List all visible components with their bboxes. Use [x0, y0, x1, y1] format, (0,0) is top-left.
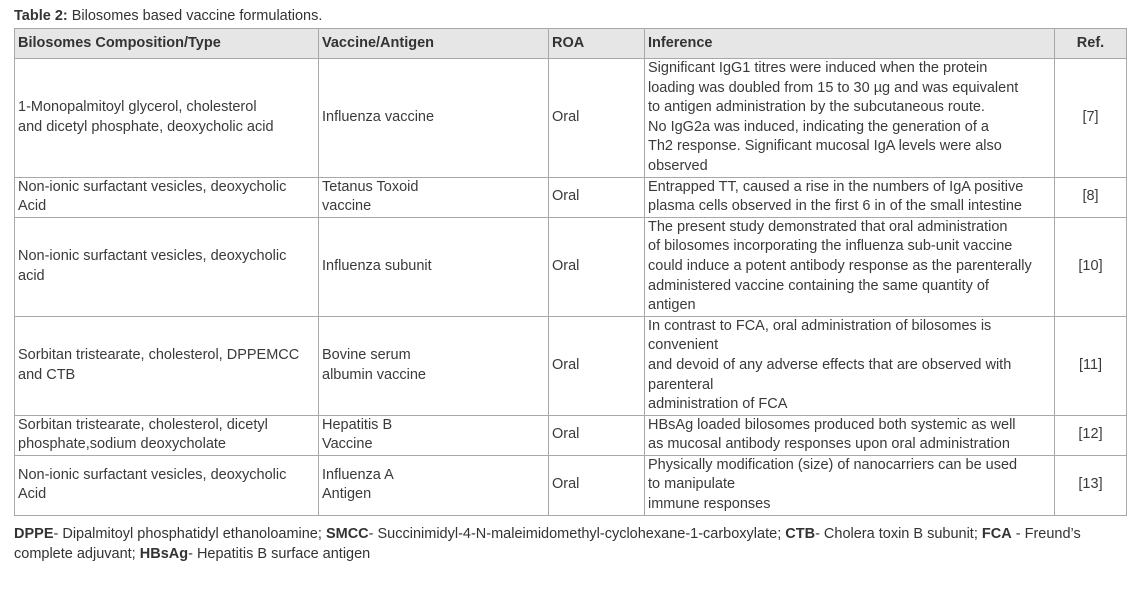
table-body — [15, 59, 1127, 516]
cell-vaccine-line: vaccine — [322, 198, 372, 215]
cell-inference-line: and devoid of any adverse effects that are observed with — [648, 356, 1012, 373]
table-row — [15, 59, 1127, 178]
cell-vaccine-line: Tetanus Toxoid — [322, 178, 419, 195]
header-inference: Inference — [645, 29, 1055, 59]
cell-composition — [15, 177, 319, 217]
footnote-abbr: FCA — [981, 525, 1012, 542]
cell-composition-line: Acid — [18, 198, 47, 215]
cell-ref: [13] — [1055, 455, 1127, 515]
cell-vaccine — [319, 316, 549, 415]
cell-ref: [8] — [1055, 177, 1127, 217]
table-caption — [14, 6, 1126, 28]
caption-text: Bilosomes based vaccine formulations. — [67, 8, 323, 24]
cell-composition-line: and dicetyl phosphate, deoxycholic acid — [18, 118, 274, 135]
cell-inference — [645, 59, 1055, 178]
cell-inference-line: could induce a potent antibody response as the parenterally — [648, 257, 1032, 274]
cell-composition-line: Acid — [18, 486, 47, 503]
vaccine-table — [14, 28, 1127, 516]
cell-composition-line: Sorbitan tristearate, cholesterol, dicetyl — [18, 416, 268, 433]
footnote-abbr: HBsAg — [139, 545, 189, 562]
cell-inference-line: loading was doubled from 15 to 30 µg and was equivalent — [648, 79, 1019, 96]
cell-inference — [645, 455, 1055, 515]
footnote-abbr: SMCC — [325, 525, 369, 542]
cell-inference-line: observed — [648, 157, 708, 174]
cell-inference-line: administered vaccine containing the same quantity of — [648, 277, 989, 294]
header-composition: Bilosomes Composition/Type — [15, 29, 319, 59]
footnote-definition: - Freund’s complete adjuvant; — [14, 525, 1081, 562]
cell-vaccine-line: Influenza vaccine — [322, 108, 435, 125]
cell-roa: Oral — [549, 316, 645, 415]
cell-vaccine — [319, 415, 549, 455]
cell-inference-line: administration of FCA — [648, 396, 788, 413]
cell-vaccine — [319, 455, 549, 515]
cell-vaccine-line: Antigen — [322, 486, 372, 503]
cell-inference-line: immune responses — [648, 496, 771, 513]
cell-vaccine-line: Vaccine — [322, 436, 373, 453]
cell-vaccine — [319, 217, 549, 316]
cell-composition-line: phosphate,sodium deoxycholate — [18, 436, 226, 453]
cell-composition-line: Non-ionic surfactant vesicles, deoxycholic — [18, 178, 287, 195]
table-row — [15, 217, 1127, 316]
cell-ref: [7] — [1055, 59, 1127, 178]
cell-composition-line: 1-Monopalmitoyl glycerol, cholesterol — [18, 99, 257, 116]
footnote-definition: - Dipalmitoyl phosphatidyl ethanoloamine; — [53, 525, 326, 542]
cell-vaccine — [319, 59, 549, 178]
cell-composition — [15, 316, 319, 415]
table-row — [15, 455, 1127, 515]
cell-inference — [645, 177, 1055, 217]
cell-composition-line: and CTB — [18, 366, 76, 383]
footnote-abbr: CTB — [785, 525, 816, 542]
footnote-definition: - Succinimidyl-4-N-maleimidomethyl-cyclohexane-1-carboxylate; — [368, 525, 786, 542]
cell-inference-line: parenteral — [648, 376, 714, 393]
cell-roa: Oral — [549, 217, 645, 316]
cell-vaccine-line: Bovine serum — [322, 347, 411, 364]
cell-inference-line: to manipulate — [648, 476, 736, 493]
cell-inference-line: Entrapped TT, caused a rise in the numbers of IgA positive — [648, 178, 1024, 195]
cell-vaccine-line: albumin vaccine — [322, 366, 426, 383]
cell-inference-line: convenient — [648, 337, 719, 354]
cell-inference — [645, 415, 1055, 455]
table-figure — [14, 6, 1126, 564]
header-roa: ROA — [549, 29, 645, 59]
cell-inference-line: In contrast to FCA, oral administration of bilosomes is — [648, 317, 992, 334]
header-row — [15, 29, 1127, 59]
cell-ref: [12] — [1055, 415, 1127, 455]
cell-inference-line: The present study demonstrated that oral administration — [648, 218, 1008, 235]
cell-inference — [645, 316, 1055, 415]
cell-inference-line: to antigen administration by the subcutaneous route. — [648, 99, 985, 116]
header-vaccine: Vaccine/Antigen — [319, 29, 549, 59]
footnote-abbr: DPPE — [14, 525, 54, 542]
caption-label: Table 2: — [14, 8, 68, 24]
cell-inference-line: Th2 response. Significant mucosal IgA levels were also — [648, 138, 1002, 155]
footnote-definition: - Hepatitis B surface antigen — [188, 545, 371, 562]
cell-inference — [645, 217, 1055, 316]
header-ref: Ref. — [1055, 29, 1127, 59]
cell-inference-line: HBsAg loaded bilosomes produced both systemic as well — [648, 416, 1016, 433]
cell-composition — [15, 455, 319, 515]
cell-vaccine-line: Influenza A — [322, 466, 394, 483]
cell-composition — [15, 59, 319, 178]
cell-composition-line: Non-ionic surfactant vesicles, deoxycholic — [18, 466, 287, 483]
cell-composition — [15, 217, 319, 316]
table-row — [15, 316, 1127, 415]
cell-roa: Oral — [549, 59, 645, 178]
cell-composition-line: acid — [18, 267, 45, 284]
cell-vaccine-line: Influenza subunit — [322, 257, 432, 274]
cell-inference-line: antigen — [648, 297, 696, 314]
cell-ref: [10] — [1055, 217, 1127, 316]
cell-composition-line: Non-ionic surfactant vesicles, deoxycholic — [18, 248, 287, 265]
cell-inference-line: plasma cells observed in the first 6 in of the small intestine — [648, 198, 1022, 215]
table-footnote — [14, 524, 1126, 564]
cell-inference-line: Physically modification (size) of nanocarriers can be used — [648, 456, 1018, 473]
cell-roa: Oral — [549, 177, 645, 217]
cell-vaccine-line: Hepatitis B — [322, 416, 393, 433]
table-row — [15, 177, 1127, 217]
table-row — [15, 415, 1127, 455]
cell-composition — [15, 415, 319, 455]
cell-inference-line: of bilosomes incorporating the influenza sub-unit vaccine — [648, 238, 1013, 255]
cell-roa: Oral — [549, 415, 645, 455]
cell-inference-line: Significant IgG1 titres were induced when the protein — [648, 60, 988, 76]
cell-inference-line: as mucosal antibody responses upon oral administration — [648, 436, 1010, 453]
footnote-definition: - Cholera toxin B subunit; — [815, 525, 982, 542]
cell-vaccine — [319, 177, 549, 217]
cell-roa: Oral — [549, 455, 645, 515]
cell-composition-line: Sorbitan tristearate, cholesterol, DPPEMCC — [18, 347, 300, 364]
cell-inference-line: No IgG2a was induced, indicating the generation of a — [648, 118, 989, 135]
cell-ref: [11] — [1055, 316, 1127, 415]
